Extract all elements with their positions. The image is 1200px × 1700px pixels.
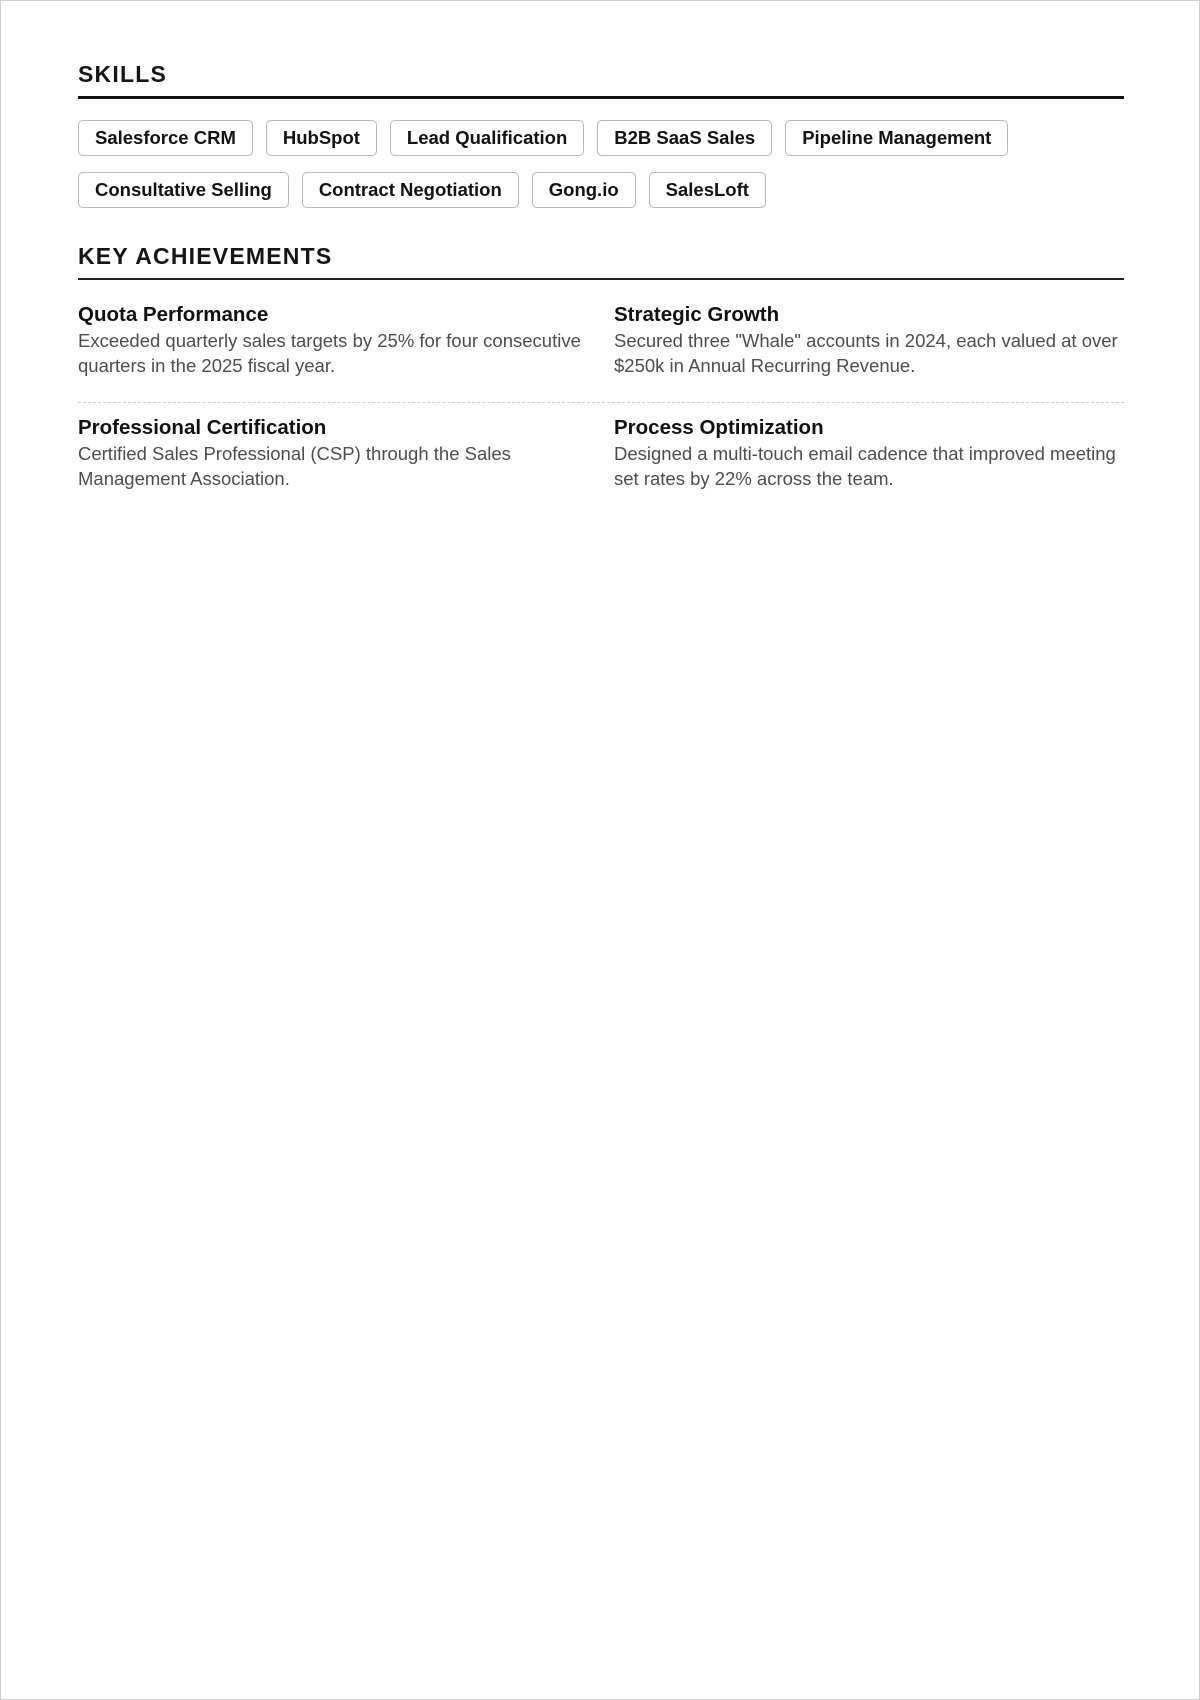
skills-divider — [78, 96, 1124, 99]
achievement-title: Quota Performance — [78, 303, 269, 326]
achievement-title: Strategic Growth — [614, 303, 780, 326]
achievement-strategic-growth — [614, 302, 1124, 378]
skill-tag-lead-qualification: Lead Qualification — [390, 120, 584, 156]
key-achievements-section — [78, 241, 1124, 491]
skills-list — [78, 120, 1078, 208]
achievement-process-optimization — [614, 403, 1124, 491]
achievement-title: Professional Certification — [78, 416, 327, 439]
achievement-description: Exceeded quarterly sales targets by 25% for four consecutive quarters in the 2025 fiscal year. — [78, 330, 581, 376]
skill-tag-hubspot: HubSpot — [266, 120, 377, 156]
skills-section — [78, 59, 1124, 208]
skill-tag-pipeline-management: Pipeline Management — [785, 120, 1008, 156]
skill-tag-gong-io: Gong.io — [532, 172, 636, 208]
skill-tag-b2b-saas-sales: B2B SaaS Sales — [597, 120, 772, 156]
resume-content — [78, 59, 1124, 491]
skill-tag-contract-negotiation: Contract Negotiation — [302, 172, 519, 208]
achievement-professional-certification — [78, 403, 591, 491]
skills-heading: SKILLS — [78, 61, 167, 87]
achievement-description: Designed a multi-touch email cadence that improved meeting set rates by 22% across the team. — [614, 443, 1116, 489]
achievement-grid — [78, 302, 1124, 491]
achievement-quota-performance — [78, 302, 591, 378]
skill-tag-salesforce-crm: Salesforce CRM — [78, 120, 253, 156]
skill-tag-salesloft: SalesLoft — [649, 172, 766, 208]
achievement-description: Secured three "Whale" accounts in 2024, each valued at over $250k in Annual Recurring Revenue. — [614, 330, 1118, 376]
key-achievements-divider — [78, 278, 1124, 280]
achievement-description: Certified Sales Professional (CSP) through the Sales Management Association. — [78, 443, 511, 489]
skill-tag-consultative-selling: Consultative Selling — [78, 172, 289, 208]
achievement-title: Process Optimization — [614, 416, 824, 439]
key-achievements-heading: KEY ACHIEVEMENTS — [78, 243, 333, 269]
